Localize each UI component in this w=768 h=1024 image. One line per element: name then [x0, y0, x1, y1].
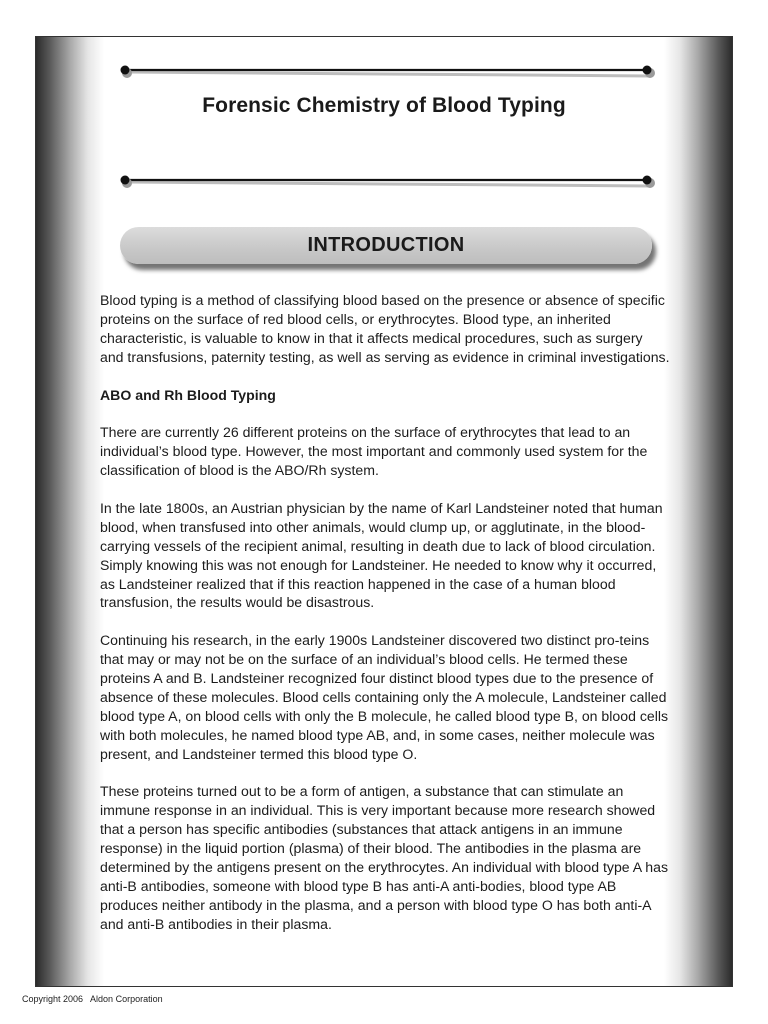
copyright-footer: Copyright 2006 Aldon Corporation [22, 994, 163, 1004]
page-frame [35, 36, 733, 987]
paragraph-2: In the late 1800s, an Austrian physician by the name of Karl Landsteiner noted that human blood, when transfused into other animals, would clump up, or agglutinate, in the blood-carrying vessels of the recipient animal, resulting in death due to lack of blood circulation. Simply knowing this was not enough for Landsteiner. He needed to know why it occurred, as Landsteiner realized that if this reaction happened in the case of a human blood transfusion, the results would be disastrous. [100, 499, 663, 611]
subheading: ABO and Rh Blood Typing [100, 386, 276, 403]
bottom-decorative-rule [123, 173, 651, 189]
top-decorative-rule [123, 63, 651, 79]
paragraph-3: Continuing his research, in the early 1900s Landsteiner discovered two distinct pro-teins that may or may not be on the surface of an individual’s blood cells. He termed these proteins A and B. Landsteiner recognized four distinct blood types due to the presence of absence of these molecules. Blood cells containing only the A molecule, Landsteiner called blood type A, on blood cells with only the B molecule, he called blood type B, on blood cells with both molecules, he named blood type AB, and, in some cases, neither molecule was present, and Landsteiner termed this blood type O. [100, 632, 669, 762]
document-title: Forensic Chemistry of Blood Typing [202, 94, 566, 117]
paragraph-4: These proteins turned out to be a form of antigen, a substance that can stimulate an immune response in an individual. This is very important because more research showed that a person has specific antibodies (substances that attack antigens in an immune response) in the liquid portion (plasma) of their blood. The antibodies in the plasma are determined by the antigens present on the erythrocytes. An individual with blood type A has anti-B antibodies, someone with blood type B has anti-A anti-bodies, blood type AB produces neither antibody in the plasma, and a person with blood type O has both anti-A and anti-B antibodies in their plasma. [100, 783, 669, 932]
paragraph-1: There are currently 26 different proteins on the surface of erythrocytes that lead to an individual’s blood type. However, the most important and commonly used system for the classification of blood is the ABO/Rh system. [100, 424, 648, 479]
intro-paragraph: Blood typing is a method of classifying blood based on the presence or absence of specific proteins on the surface of red blood cells, or erythrocytes. Blood type, an inherited characteristic, is valuable to know in that it affects medical procedures, such as surgery and transfusions, paternity testing, as well as serving as evidence in criminal investigations. [100, 292, 670, 365]
section-heading-banner: INTRODUCTION [120, 227, 652, 264]
body-text [100, 291, 670, 953]
